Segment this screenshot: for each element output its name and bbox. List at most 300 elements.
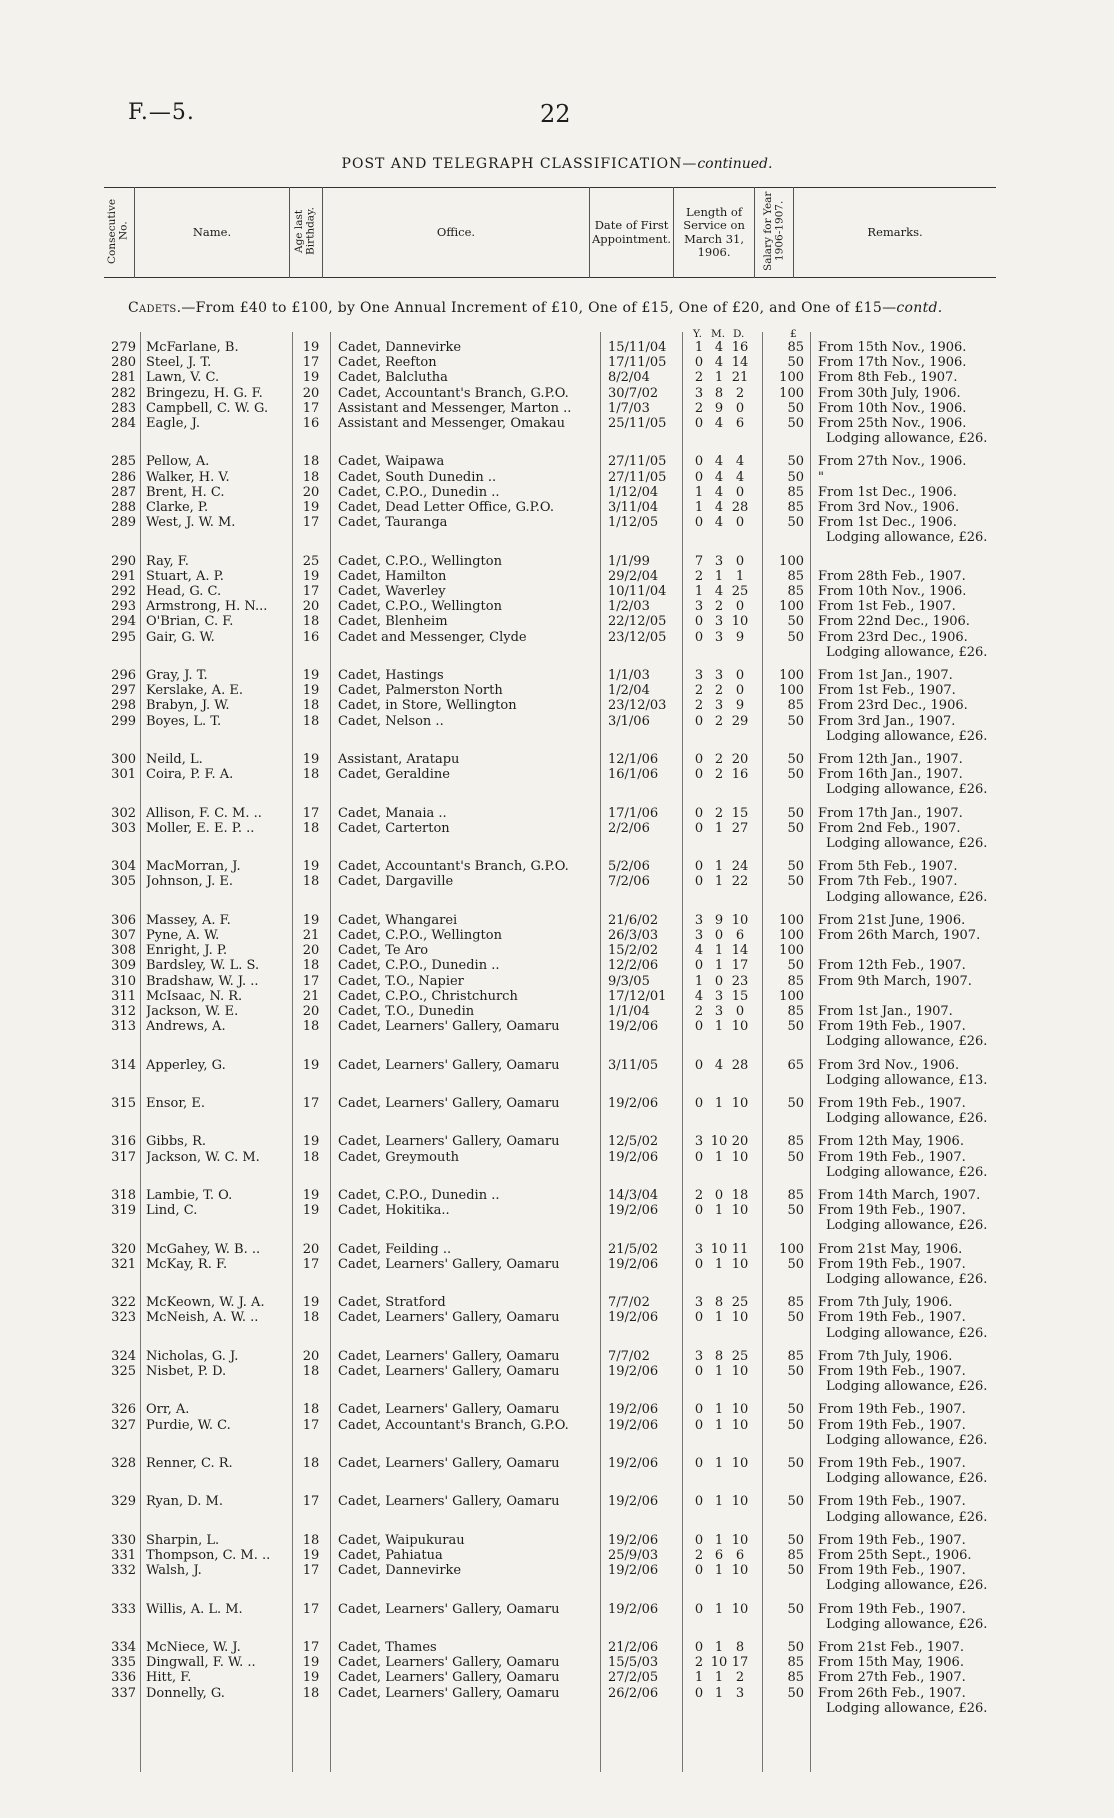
cell-age: 20	[302, 385, 320, 401]
cell-no: 324	[111, 1348, 136, 1364]
cell-y: 0	[694, 1364, 704, 1379]
cell-name: McKay, R. F.	[146, 1256, 228, 1272]
cell-no: 323	[111, 1310, 136, 1326]
cell-y: 0	[694, 767, 704, 783]
cell-d: 0	[735, 599, 745, 615]
cell-m: 4	[714, 484, 724, 500]
cell-date: 26/2/06	[608, 1685, 659, 1701]
cell-age: 18	[302, 614, 320, 630]
table-row-continuation	[0, 1218, 1114, 1233]
cell-remarks: From 28th Feb., 1907.	[818, 568, 966, 584]
table-row	[0, 1188, 1114, 1203]
cell-name: Nisbet, P. D.	[146, 1364, 227, 1379]
cell-m: 1	[714, 1670, 724, 1686]
table-row-continuation	[0, 1578, 1114, 1593]
cell-salary: 50	[787, 1532, 804, 1548]
cell-name: Massey, A. F.	[146, 912, 231, 928]
cell-age: 18	[302, 1310, 320, 1326]
cell-office: Cadet, Accountant's Branch, G.P.O.	[338, 1417, 569, 1433]
cell-remarks: From 5th Feb., 1907.	[818, 859, 958, 875]
cell-salary: 85	[787, 1348, 804, 1364]
cell-date: 10/11/04	[608, 584, 667, 599]
cell-office: Cadet, Waverley	[338, 584, 446, 599]
cell-no: 287	[111, 484, 136, 500]
cell-salary: 50	[787, 752, 804, 767]
table-row	[0, 1134, 1114, 1149]
cell-y: 0	[694, 355, 704, 371]
cell-d: 10	[731, 1494, 749, 1510]
cell-y: 3	[694, 599, 704, 615]
cell-y: 1	[694, 500, 704, 515]
cell-m: 8	[714, 1295, 724, 1311]
cell-d: 14	[731, 355, 749, 371]
cell-name: Moller, E. E. P. ..	[146, 820, 255, 836]
cell-age: 20	[302, 1348, 320, 1364]
cell-d: 17	[731, 1655, 749, 1671]
cell-age: 18	[302, 1364, 320, 1379]
cell-name: Boyes, L. T.	[146, 713, 222, 729]
cell-d: 6	[735, 928, 745, 943]
cell-no: 312	[111, 1004, 136, 1019]
cell-office: Cadet, Reefton	[338, 355, 437, 371]
cell-name: Bringezu, H. G. F.	[146, 385, 263, 401]
cell-m: 1	[714, 1563, 724, 1579]
cell-salary: 50	[787, 859, 804, 875]
cell-salary: 50	[787, 874, 804, 890]
table-row-continuation	[0, 1433, 1114, 1448]
cell-date: 15/11/04	[608, 340, 667, 355]
cell-d: 10	[731, 1310, 749, 1326]
cell-name: Bradshaw, W. J. ..	[146, 973, 259, 989]
cell-m: 1	[714, 1532, 724, 1548]
cell-date: 17/12/01	[608, 988, 667, 1004]
table-row	[0, 1257, 1114, 1272]
cell-remarks-continued: Lodging allowance, £26.	[826, 889, 988, 905]
column-header-table	[104, 187, 996, 278]
cell-name: Nicholas, G. J.	[146, 1348, 239, 1364]
cell-d: 2	[735, 385, 745, 401]
cell-m: 4	[714, 1057, 724, 1073]
cell-office: Cadet, Learners' Gallery, Oamaru	[338, 1685, 560, 1701]
cell-remarks: From 2nd Feb., 1907.	[818, 820, 961, 836]
table-row	[0, 1295, 1114, 1310]
cell-y: 0	[694, 629, 704, 645]
table-row	[0, 1203, 1114, 1218]
cell-y: 0	[694, 1057, 704, 1073]
cell-y: 0	[694, 515, 704, 531]
cell-d: 10	[731, 1417, 749, 1433]
cell-office: Cadet, C.P.O., Wellington	[338, 928, 502, 943]
cell-date: 19/2/06	[608, 1601, 659, 1617]
cell-m: 1	[714, 1364, 724, 1379]
cell-no: 300	[111, 752, 136, 767]
cell-no: 322	[111, 1295, 136, 1311]
cell-date: 15/2/02	[608, 943, 659, 959]
table-row	[0, 668, 1114, 683]
cell-remarks: From 10th Nov., 1906.	[818, 400, 967, 416]
cell-name: Head, G. C.	[146, 584, 222, 599]
cell-salary: 50	[787, 1203, 804, 1219]
cell-remarks: From 19th Feb., 1907.	[818, 1456, 966, 1471]
cell-date: 19/2/06	[608, 1532, 659, 1548]
cell-y: 0	[694, 1149, 704, 1165]
cell-date: 27/2/05	[608, 1670, 659, 1686]
cell-m: 2	[714, 805, 724, 821]
cell-y: 0	[694, 416, 704, 431]
cell-y: 0	[694, 1019, 704, 1035]
table-row-continuation	[0, 1034, 1114, 1049]
cell-d: 22	[731, 874, 749, 890]
cell-date: 3/11/05	[608, 1057, 659, 1073]
cell-salary: 85	[787, 1548, 804, 1563]
cell-name: Clarke, P.	[146, 500, 209, 515]
cell-salary: 100	[779, 988, 804, 1004]
cell-date: 27/11/05	[608, 469, 667, 485]
cell-name: Donnelly, G.	[146, 1685, 225, 1701]
cell-office: Cadet, Learners' Gallery, Oamaru	[338, 1134, 560, 1150]
table-row	[0, 1096, 1114, 1111]
cell-remarks: From 19th Feb., 1907.	[818, 1364, 966, 1379]
cell-d: 10	[731, 1532, 749, 1548]
cell-remarks-continued: Lodging allowance, £26.	[826, 782, 988, 798]
cell-date: 19/2/06	[608, 1019, 659, 1035]
cell-remarks: From 25th Nov., 1906.	[818, 416, 967, 431]
cell-remarks-continued: Lodging allowance, £26.	[826, 1471, 988, 1487]
cell-name: Willis, A. L. M.	[146, 1601, 243, 1617]
cell-no: 332	[111, 1563, 136, 1579]
cell-name: Walker, H. V.	[146, 469, 230, 485]
cell-d: 10	[731, 1364, 749, 1379]
cell-date: 23/12/05	[608, 629, 667, 645]
page-number: 22	[540, 100, 571, 128]
cell-salary: 50	[787, 1563, 804, 1579]
cell-name: Brabyn, J. W.	[146, 698, 230, 714]
table-row	[0, 1242, 1114, 1257]
cell-date: 1/12/05	[608, 515, 659, 531]
table-row-continuation	[0, 1617, 1114, 1632]
cell-age: 18	[302, 1456, 320, 1471]
table-row	[0, 1670, 1114, 1685]
cell-remarks: From 19th Feb., 1907.	[818, 1019, 966, 1035]
cell-no: 285	[111, 454, 136, 470]
cell-date: 19/2/06	[608, 1494, 659, 1510]
cell-salary: 50	[787, 416, 804, 431]
cell-salary: 100	[779, 943, 804, 959]
cell-no: 318	[111, 1188, 136, 1203]
cell-date: 19/2/06	[608, 1402, 659, 1418]
cell-age: 17	[302, 1563, 320, 1579]
cell-m: 1	[714, 1640, 724, 1655]
cell-age: 17	[302, 1417, 320, 1433]
cell-office: Cadet, Geraldine	[338, 767, 450, 783]
table-row	[0, 554, 1114, 569]
cell-d: 16	[731, 340, 749, 355]
cell-d: 16	[731, 767, 749, 783]
col-consecutive: Consecutive No.	[106, 198, 130, 264]
cell-salary: 50	[787, 469, 804, 485]
cell-d: 9	[735, 629, 745, 645]
cell-name: Jackson, W. E.	[146, 1004, 239, 1019]
cell-m: 3	[714, 614, 724, 630]
cell-remarks: From 19th Feb., 1907.	[818, 1096, 966, 1111]
cell-m: 1	[714, 1402, 724, 1418]
title-continued: continued.	[697, 156, 773, 172]
cell-salary: 50	[787, 454, 804, 470]
cell-salary: 85	[787, 973, 804, 989]
cell-no: 321	[111, 1256, 136, 1272]
cell-remarks: From 14th March, 1907.	[818, 1188, 981, 1203]
cell-date: 1/12/04	[608, 484, 659, 500]
cell-d: 0	[735, 553, 745, 569]
table-row	[0, 1402, 1114, 1417]
cell-remarks: From 19th Feb., 1907.	[818, 1402, 966, 1418]
cell-office: Cadet, Thames	[338, 1640, 437, 1655]
cell-salary: 85	[787, 340, 804, 355]
cell-salary: 100	[779, 553, 804, 569]
cell-d: 20	[731, 752, 749, 767]
cell-date: 7/7/02	[608, 1295, 650, 1311]
cell-d: 10	[731, 912, 749, 928]
cell-office: Cadet, C.P.O., Dunedin ..	[338, 484, 500, 500]
cell-d: 24	[731, 859, 749, 875]
cell-y: 0	[694, 1532, 704, 1548]
cell-no: 294	[111, 614, 136, 630]
cell-y: 0	[694, 614, 704, 630]
cell-m: 9	[714, 400, 724, 416]
cell-office: Cadet, C.P.O., Christchurch	[338, 988, 518, 1004]
cell-remarks: From 17th Jan., 1907.	[818, 805, 963, 821]
cell-office: Cadet, Nelson ..	[338, 713, 444, 729]
cell-age: 17	[302, 584, 320, 599]
cell-y: 0	[694, 805, 704, 821]
cell-remarks: From 30th July, 1906.	[818, 385, 961, 401]
cell-salary: 50	[787, 820, 804, 836]
table-row-continuation	[0, 1510, 1114, 1525]
cell-name: McIsaac, N. R.	[146, 988, 243, 1004]
table-row	[0, 1058, 1114, 1073]
cell-name: Ray, F.	[146, 553, 189, 569]
cell-m: 8	[714, 1348, 724, 1364]
cell-age: 19	[302, 370, 320, 386]
cell-m: 8	[714, 385, 724, 401]
cell-salary: 50	[787, 1310, 804, 1326]
cell-salary: 50	[787, 713, 804, 729]
cell-d: 10	[731, 614, 749, 630]
cell-name: Stuart, A. P.	[146, 568, 224, 584]
cell-no: 314	[111, 1057, 136, 1073]
cell-salary: 50	[787, 1685, 804, 1701]
cell-remarks: From 15th May, 1906.	[818, 1655, 964, 1671]
table-row-continuation	[0, 1471, 1114, 1486]
cell-name: Apperley, G.	[146, 1057, 226, 1073]
cell-date: 1/2/03	[608, 599, 650, 615]
cell-remarks: From 1st Feb., 1907.	[818, 599, 956, 615]
cell-name: Armstrong, H. N...	[146, 599, 268, 615]
cell-name: McGahey, W. B. ..	[146, 1241, 261, 1257]
cell-remarks: From 1st Feb., 1907.	[818, 683, 956, 699]
cell-office: Cadet, Waipukurau	[338, 1532, 465, 1548]
cell-y: 3	[694, 928, 704, 943]
table-row	[0, 874, 1114, 889]
cell-m: 1	[714, 568, 724, 584]
cell-d: 9	[735, 698, 745, 714]
cell-m: 4	[714, 340, 724, 355]
cell-age: 20	[302, 599, 320, 615]
cell-office: Cadet, Hamilton	[338, 568, 447, 584]
cell-age: 18	[302, 767, 320, 783]
page-title	[0, 156, 1114, 172]
cell-m: 4	[714, 454, 724, 470]
cell-salary: 50	[787, 355, 804, 371]
cell-d: 15	[731, 805, 749, 821]
cell-m: 4	[714, 355, 724, 371]
cell-m: 1	[714, 370, 724, 386]
cell-date: 29/2/04	[608, 568, 659, 584]
cell-no: 333	[111, 1601, 136, 1617]
cell-name: Lind, C.	[146, 1203, 198, 1219]
table-row	[0, 485, 1114, 500]
cell-d: 14	[731, 943, 749, 959]
cell-salary: 85	[787, 1655, 804, 1671]
cell-remarks: From 19th Feb., 1907.	[818, 1203, 966, 1219]
cell-name: McNiece, W. J.	[146, 1640, 241, 1655]
cell-office: Cadet, Learners' Gallery, Oamaru	[338, 1348, 560, 1364]
cell-remarks: From 19th Feb., 1907.	[818, 1417, 966, 1433]
cell-age: 18	[302, 1685, 320, 1701]
cell-y: 1	[694, 973, 704, 989]
cell-no: 302	[111, 805, 136, 821]
cell-date: 1/1/99	[608, 553, 650, 569]
table-row	[0, 1019, 1114, 1034]
cell-office: Cadet, C.P.O., Wellington	[338, 553, 502, 569]
cell-age: 20	[302, 943, 320, 959]
cell-y: 2	[694, 1188, 704, 1203]
table-row	[0, 1150, 1114, 1165]
cell-remarks: From 3rd Nov., 1906.	[818, 500, 960, 515]
table-row	[0, 454, 1114, 469]
cell-no: 305	[111, 874, 136, 890]
cell-date: 3/11/04	[608, 500, 659, 515]
table-row-continuation	[0, 1165, 1114, 1180]
cell-y: 2	[694, 1655, 704, 1671]
cell-no: 316	[111, 1134, 136, 1150]
table-row-continuation	[0, 530, 1114, 545]
cell-office: Cadet, Learners' Gallery, Oamaru	[338, 1655, 560, 1671]
cell-name: Walsh, J.	[146, 1563, 202, 1579]
table-row	[0, 958, 1114, 973]
cell-remarks: From 12th Jan., 1907.	[818, 752, 963, 767]
cell-y: 2	[694, 683, 704, 699]
cell-office: Assistant, Aratapu	[338, 752, 460, 767]
cell-salary: 100	[779, 1241, 804, 1257]
cell-d: 10	[731, 1019, 749, 1035]
cell-y: 1	[694, 584, 704, 599]
cell-y: 0	[694, 713, 704, 729]
cell-age: 17	[302, 805, 320, 821]
cell-m: 1	[714, 943, 724, 959]
cell-no: 301	[111, 767, 136, 783]
cell-age: 21	[302, 988, 320, 1004]
cell-age: 21	[302, 928, 320, 943]
cell-y: 0	[694, 1563, 704, 1579]
cell-name: Enright, J. P.	[146, 943, 228, 959]
cell-y: 3	[694, 1295, 704, 1311]
table-row	[0, 1004, 1114, 1019]
cell-m: 10	[710, 1241, 728, 1257]
cell-remarks: From 7th Feb., 1907.	[818, 874, 958, 890]
cell-name: Jackson, W. C. M.	[146, 1149, 260, 1165]
cell-no: 297	[111, 683, 136, 699]
cell-date: 5/2/06	[608, 859, 650, 875]
cell-y: 3	[694, 912, 704, 928]
cell-date: 25/9/03	[608, 1548, 659, 1563]
cell-no: 308	[111, 943, 136, 959]
table-row	[0, 943, 1114, 958]
cell-no: 335	[111, 1655, 136, 1671]
unit-years: Y.	[693, 328, 702, 340]
table-row	[0, 386, 1114, 401]
cell-date: 21/2/06	[608, 1640, 659, 1655]
cell-office: Cadet, Learners' Gallery, Oamaru	[338, 1494, 560, 1510]
cell-m: 1	[714, 1310, 724, 1326]
table-row	[0, 1640, 1114, 1655]
table-row-continuation	[0, 836, 1114, 851]
cell-remarks-continued: Lodging allowance, £26.	[826, 1700, 988, 1716]
cell-d: 10	[731, 1402, 749, 1418]
cell-m: 1	[714, 1494, 724, 1510]
cell-office: Cadet, Dead Letter Office, G.P.O.	[338, 500, 554, 515]
cell-name: Kerslake, A. E.	[146, 683, 243, 699]
cell-age: 18	[302, 958, 320, 974]
cell-name: Pellow, A.	[146, 454, 210, 470]
table-row	[0, 806, 1114, 821]
cell-y: 0	[694, 1417, 704, 1433]
table-row-continuation	[0, 782, 1114, 797]
cell-no: 325	[111, 1364, 136, 1379]
cell-m: 3	[714, 698, 724, 714]
table-row	[0, 1655, 1114, 1670]
cell-remarks-continued: Lodging allowance, £26.	[826, 1509, 988, 1525]
cell-remarks-continued: Lodging allowance, £26.	[826, 1272, 988, 1287]
cell-d: 25	[731, 1295, 749, 1311]
cell-age: 20	[302, 1241, 320, 1257]
cell-no: 281	[111, 370, 136, 386]
cell-y: 3	[694, 1134, 704, 1150]
cell-date: 8/2/04	[608, 370, 650, 386]
cell-date: 25/11/05	[608, 416, 667, 431]
cell-remarks: From 19th Feb., 1907.	[818, 1532, 966, 1548]
cell-office: Cadet, Dannevirke	[338, 340, 462, 355]
cell-name: Coira, P. F. A.	[146, 767, 234, 783]
cell-office: Assistant and Messenger, Omakau	[338, 416, 566, 431]
cell-office: Cadet, Learners' Gallery, Oamaru	[338, 1096, 560, 1111]
cell-salary: 50	[787, 1019, 804, 1035]
cell-d: 4	[735, 454, 745, 470]
cell-salary: 85	[787, 1188, 804, 1203]
table-row	[0, 1686, 1114, 1701]
cell-d: 0	[735, 683, 745, 699]
table-row	[0, 569, 1114, 584]
table-row	[0, 355, 1114, 370]
cell-m: 1	[714, 1601, 724, 1617]
table-row	[0, 821, 1114, 836]
col-name: Name.	[135, 188, 290, 278]
cell-name: Ensor, E.	[146, 1096, 206, 1111]
cell-remarks: From 17th Nov., 1906.	[818, 355, 967, 371]
cell-m: 4	[714, 500, 724, 515]
cell-y: 0	[694, 874, 704, 890]
cell-salary: 50	[787, 515, 804, 531]
